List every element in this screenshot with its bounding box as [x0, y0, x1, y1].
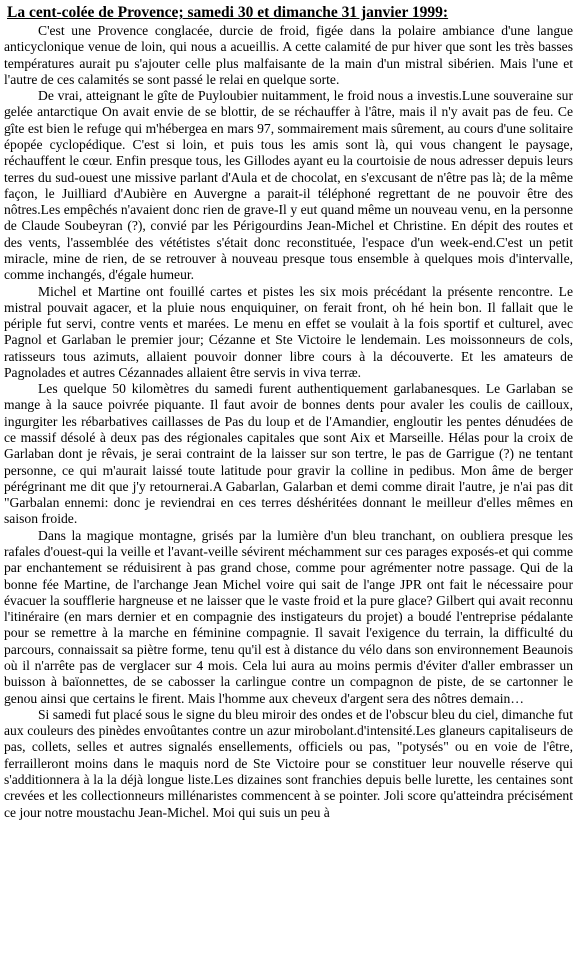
- paragraph-1: C'est une Provence conglacée, durcie de froid, figée dans la polaire ambiance d'une langue anticyclonique venue de loin, qui nous a acueillis. A cette calamité de pur hiver que sont les très basses températures aurait pu s'ajouter celle plus malfaisante de la main d'un mistral sibérien. Mais l'une et l'autre de ces calamités se sont passé le relai en quelque sorte.: [4, 23, 573, 87]
- paragraph-5: Dans la magique montagne, grisés par la lumière d'un bleu tranchant, on oubliera presque les rafales d'ouest-qui la veille et l'avant-veille sévirent méchamment sur ces parages exposés-et qui comme par enchantement se réduisirent à pas grand chose, comme pour agrémenter notre passage. Qui de la bonne fée Martine, de l'archange Jean Michel voire qui sait de l'ange JPR ont fait le nécessaire pour évacuer la soufflerie hargneuse et ne laisser que le vaste froid et la pure glace? Gilbert qui avait reconnu l'itinéraire (en mars dernier et en compagnie des instigateurs du projet) a boudé l'entreprise pédalante pour se remettre à la marche en féminine compagnie. Il savait l'exigence du terrain, la difficulté du parcours, connaissait sa piètre forme, tenu qu'il est à distance du vélo dans son environnement Beaunois où il n'arrête pas de verglacer sur 4 mois. Cela lui aura au moins permis d'éviter d'aller embrasser un buisson à baïonnettes, de se cabosser la carlingue contre un compagnon de piste, de se cartonner le genou ainsi que certains le firent. Mais l'homme aux cheveux d'argent sera des nôtres demain…: [4, 527, 573, 706]
- document-title: La cent-colée de Provence; samedi 30 et dimanche 31 janvier 1999:: [7, 4, 449, 21]
- paragraph-4: Les quelque 50 kilomètres du samedi furent authentiquement garlabanesques. Le Garlaban se mange à la sauce poivrée piquante. Il faut avoir de bonnes dents pour avaler les coulis de cailloux, ingurgiter les rébarbatives caillasses de Pas du loup et de l'Amandier, engloutir les pentes dénudées de ce massif désolé à deux pas des régionales capitales que sont Aix et Marseille. Hélas pour la croix de Garlaban dont je rêvais, je serai contraint de la laisser sur son tertre, le pas de Garrigue (?) ne tentant personne, ce qui m'aurait laissé toute latitude pour gravir la colline in pedibus. Mon âme de berger pérégrinant me dit que j'y retournerai.A Gabarlan, Galarban et demi comme dirait l'autre, je n'ai pas dit "Garbalan ennemi: donc je reviendrai en ces terres déshéritées donnant le meilleur d'elles mêmes en saison froide.: [4, 381, 573, 527]
- paragraph-2: De vrai, atteignant le gîte de Puyloubier nuitamment, le froid nous a investis.Lune souveraine sur gelée antarctique On avait envie de se blottir, de se réchauffer à l'âtre, mais il n'y avait pas de feu. Ce gîte est bien le refuge qui m'hébergea en mars 97, sommairement mais sûrement, au cours d'une solitaire épopée cyclopédique. C'est si loin, et puis tous les amis sont là, qui vous changent le paysage, réchauffent le cœur. Enfin presque tous, les Gillodes ayant eu la courtoisie de nous adresser depuis leurs terres du sud-ouest une missive parlant d'Aula et de chocolat, en s'excusant de n'être pas là; de la même façon, le Juilliard d'Aubière en Auvergne a parait-il téléphoné regrettant de ne pouvoir être des nôtres.Les empêchés n'avaient donc rien de grave-Il y eut quand même un nouveau venu, en la personne de Claude Soubeyran (?), convié par les Périgourdins Jean-Michel et Christine. En dépit des routes et des vents, l'assemblée des vététistes s'était donc reconstituée, l'espace d'un week-end.C'est un petit miracle, mine de rien, de se retrouver à nouveau presque tous ensemble à quelques mois d'intervalle, comme inchangés, d'égale humeur.: [4, 88, 573, 283]
- paragraph-6: Si samedi fut placé sous le signe du bleu miroir des ondes et de l'obscur bleu du ciel, dimanche fut aux couleurs des pinèdes envoûtantes contre un azur mirobolant.d'intensité.Les glaneurs capitaliseurs de pas, collets, selles et autres signalés ensellements, officiels ou pas, "potysés" ou en voie de l'être, ferrailleront moins dans le maquis nord de Ste Victoire pour se constituer leur nouvelle réserve qui s'additionnera à la la déjà longue liste.Les dizaines sont franchies depuis belle lurette, les centaines sont crevées et les collectionneurs millénaristes commencent à se pointer. Joli score qu'atteindra précisément ce jour notre moustachu Jean-Michel. Moi qui suis un peu à: [4, 706, 573, 820]
- paragraph-3: Michel et Martine ont fouillé cartes et pistes les six mois précédant la présente rencontre. Le mistral pouvait agacer, et la pluie nous enquiquiner, on ferait front, oh hé hein bon. Il fallait que le périple fut servi, contre vents et marées. Le menu en effet se voulait à la fois sportif et culturel, avec Pagnol et Garlaban le premier jour; Cézanne et Ste Victoire le lendemain. Les moissonneurs de cols, ratisseurs tous azimuts, allaient pouvoir donner libre cours à la découverte. Et les amateurs de Pagnolades et autres Cézannades allaient être servis in viva terræ.: [4, 283, 573, 380]
